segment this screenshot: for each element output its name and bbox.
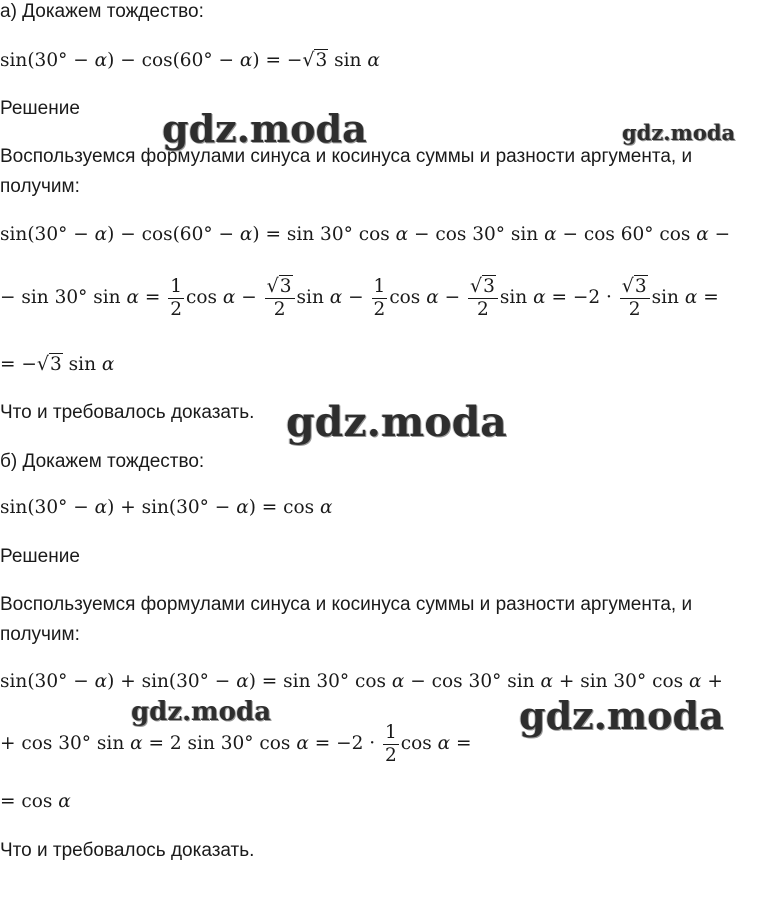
part-b-heading: б) Докажем тождество: <box>0 451 205 472</box>
part-a-step-1: sin(30° − α) − cos(60° − α) = sin 30° cos α − cos 30° sin α − cos 60° cos α − <box>0 224 731 245</box>
part-b-step-2: + cos 30° sin α = 2 sin 30° cos α = −2 · $\frac{1}{2}$ cos α = <box>0 721 472 766</box>
part-a-conclusion: Что и требовалось доказать. <box>0 402 255 423</box>
sqrt-symbol: √3 <box>302 49 328 71</box>
fraction: $\frac{√3}{2}$ <box>620 275 650 321</box>
watermark-logo: gdz.moda <box>286 398 507 446</box>
watermark-logo: gdz.moda <box>162 106 367 151</box>
watermark-logo: gdz.moda <box>131 697 272 727</box>
watermark-logo: gdz.moda <box>622 120 736 145</box>
part-b-method-text: Воспользуемся формулами синуса и косинуса суммы и разности аргумента, и получим: <box>0 594 693 645</box>
sqrt-symbol: √3 <box>36 353 62 375</box>
fraction: $\frac{√3}{2}$ <box>265 275 295 321</box>
part-b-step-1: sin(30° − α) + sin(30° − α) = sin 30° cos α − cos 30° sin α + sin 30° cos α + <box>0 671 723 692</box>
watermark-logo: gdz.moda <box>519 693 724 738</box>
part-b-step-3: = cos α <box>0 791 71 812</box>
fraction: $\frac{√3}{2}$ <box>468 275 498 321</box>
fraction: $\frac{1}{2}$ <box>373 275 386 320</box>
fraction: $\frac{1}{2}$ <box>170 275 183 320</box>
part-b-identity: sin(30° − α) + sin(30° − α) = cos α <box>0 497 333 518</box>
part-b-solution-label: Решение <box>0 546 80 567</box>
part-a-step-2: − sin 30° sin α = $\frac{1}{2}$ cos α − $\frac{√3}{2}$ sin α − $\frac{1}{2}$ cos α − $\frac{√3}{2}$ sin α = −2 · $\frac{√3}{2}$ sin α = <box>0 275 719 320</box>
fraction: $\frac{1}{2}$ <box>385 721 397 766</box>
part-a-solution-label: Решение <box>0 98 80 119</box>
part-a-identity: sin(30° − α) − cos(60° − α) = −√3 sin α <box>0 49 380 71</box>
part-b-conclusion: Что и требовалось доказать. <box>0 840 255 861</box>
part-a-step-3: = −√3 sin α <box>0 353 115 375</box>
part-a-heading: а) Докажем тождество: <box>0 1 204 22</box>
part-a-method-text: Воспользуемся формулами синуса и косинуса суммы и разности аргумента, и получим: <box>0 146 693 197</box>
